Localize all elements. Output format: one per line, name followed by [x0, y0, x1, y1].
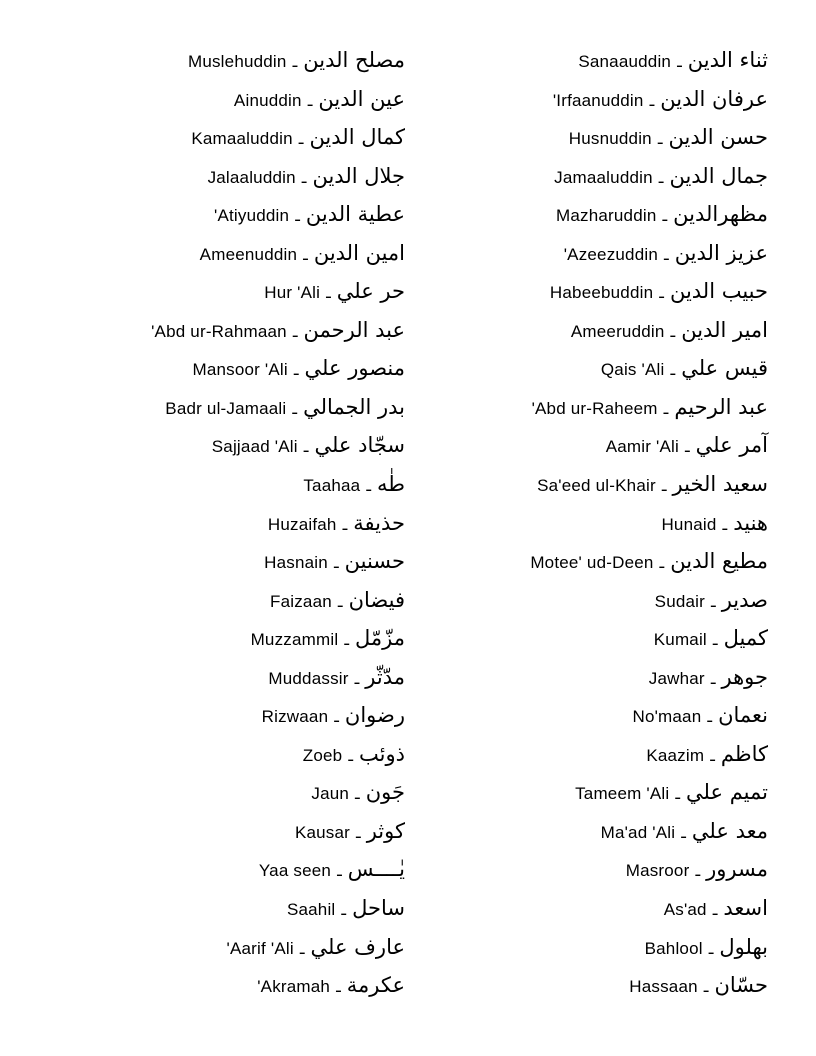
arabic-name: نعمان: [718, 703, 768, 728]
separator-dash: ـ: [301, 167, 307, 187]
english-name: 'Atiyuddin: [214, 206, 290, 226]
english-name: Saahil: [286, 900, 336, 920]
arabic-name: حسنين: [344, 549, 405, 574]
separator-dash: ـ: [711, 591, 716, 611]
english-name: 'Irfaanuddin: [552, 90, 644, 110]
name-row: [388, 195, 768, 234]
arabic-name: كاظم: [720, 741, 768, 766]
separator-dash: ـ: [659, 553, 665, 573]
separator-dash: ـ: [292, 321, 298, 341]
name-row: [388, 581, 768, 620]
separator-dash: ـ: [708, 938, 714, 958]
arabic-name: امين الدين: [313, 240, 405, 265]
names-column-left: [25, 41, 405, 1005]
separator-dash: ـ: [657, 129, 663, 149]
english-name: Muslehuddin: [187, 52, 287, 71]
separator-dash: ـ: [684, 437, 690, 457]
english-name: Huzaifah: [267, 514, 337, 534]
name-row: [25, 118, 405, 157]
arabic-name: كميل: [723, 626, 768, 651]
name-row: [388, 504, 768, 543]
separator-dash: ـ: [703, 977, 709, 997]
arabic-name: ساحل: [352, 896, 405, 921]
name-row: [25, 465, 405, 504]
name-row: [25, 41, 405, 80]
arabic-name: عارف علي: [310, 934, 405, 959]
separator-dash: ـ: [670, 360, 676, 380]
name-row: [388, 80, 768, 119]
arabic-name: حسّان: [714, 973, 768, 998]
name-row: [25, 696, 405, 735]
english-name: Muddassir: [268, 668, 349, 688]
name-row: [25, 850, 405, 889]
english-name: Motee' ud-Deen: [530, 553, 654, 573]
arabic-name: جَون: [365, 780, 405, 805]
arabic-name: بدر الجمالي: [303, 394, 405, 419]
name-row: [388, 272, 768, 311]
arabic-name: آمر علي: [695, 433, 768, 458]
name-row: [25, 504, 405, 543]
separator-dash: ـ: [348, 745, 354, 765]
name-row: [25, 658, 405, 697]
arabic-name: اسعد: [723, 896, 768, 921]
separator-dash: ـ: [303, 437, 309, 457]
name-row: [388, 928, 768, 967]
arabic-name: بهلول: [719, 934, 768, 959]
arabic-name: هنيد: [733, 510, 768, 535]
english-name: Kaazim: [646, 745, 705, 765]
arabic-name: حبيب الدين: [669, 279, 768, 304]
separator-dash: ـ: [292, 52, 298, 71]
name-row: [388, 157, 768, 196]
english-name: Tameem 'Ali: [575, 784, 670, 804]
arabic-name: معد علي: [691, 818, 768, 843]
arabic-name: سعيد الخير: [672, 472, 768, 497]
name-row: [25, 812, 405, 851]
name-row: [388, 966, 768, 1005]
separator-dash: ـ: [710, 745, 715, 765]
separator-dash: ـ: [661, 476, 667, 496]
arabic-name: حر علي: [336, 279, 405, 304]
english-name: Ainuddin: [233, 90, 302, 110]
separator-dash: ـ: [298, 129, 304, 149]
name-row: [25, 234, 405, 273]
name-row: [388, 889, 768, 928]
english-name: Hassaan: [629, 977, 698, 997]
english-name: Muzzammil: [250, 630, 339, 650]
separator-dash: ـ: [303, 244, 308, 264]
english-name: 'Aarif 'Ali: [226, 938, 294, 958]
separator-dash: ـ: [334, 707, 339, 727]
english-name: 'Akramah: [257, 977, 331, 997]
english-name: Badr ul-Jamaali: [165, 398, 287, 418]
name-row: [25, 388, 405, 427]
arabic-name: كمال الدين: [309, 125, 405, 150]
english-name: Hur 'Ali: [264, 283, 321, 303]
separator-dash: ـ: [722, 514, 728, 534]
name-row: [25, 311, 405, 350]
name-row: [388, 735, 768, 774]
arabic-name: تميم علي: [686, 780, 768, 805]
separator-dash: ـ: [649, 90, 655, 110]
english-name: Bahlool: [644, 938, 703, 958]
separator-dash: ـ: [366, 476, 372, 496]
english-name: Ameeruddin: [570, 321, 665, 341]
separator-dash: ـ: [707, 707, 713, 727]
arabic-name: ثناء الدين: [687, 48, 768, 72]
english-name: Zoeb: [302, 745, 343, 765]
english-name: Mazharuddin: [556, 206, 657, 226]
separator-dash: ـ: [336, 977, 341, 997]
arabic-name: عبد الرحمن: [303, 317, 405, 342]
name-row: [388, 773, 768, 812]
name-row: [388, 41, 768, 80]
name-row: [25, 581, 405, 620]
english-name: Qais 'Ali: [600, 360, 665, 380]
english-name: Ameenuddin: [199, 244, 298, 264]
name-row: [25, 426, 405, 465]
name-row: [25, 80, 405, 119]
arabic-name: قيس علي: [681, 356, 768, 381]
separator-dash: ـ: [658, 167, 664, 187]
arabic-name: يٰــــس: [347, 857, 405, 882]
separator-dash: ـ: [354, 668, 360, 688]
english-name: As'ad: [663, 900, 707, 920]
arabic-name: عكرمة: [346, 973, 405, 998]
english-name: Ma'ad 'Ali: [600, 822, 676, 842]
separator-dash: ـ: [326, 283, 331, 303]
english-name: Jawhar: [648, 668, 705, 688]
name-row: [25, 272, 405, 311]
arabic-name: صدير: [721, 587, 768, 612]
separator-dash: ـ: [344, 630, 349, 650]
separator-dash: ـ: [677, 52, 682, 71]
separator-dash: ـ: [664, 244, 669, 264]
name-row: [25, 619, 405, 658]
arabic-name: كوثر: [366, 818, 405, 843]
english-name: Kausar: [294, 822, 351, 842]
name-row: [25, 195, 405, 234]
separator-dash: ـ: [299, 938, 305, 958]
arabic-name: مدّثّر: [365, 664, 405, 689]
english-name: Mansoor 'Ali: [192, 360, 288, 380]
arabic-name: مصلح الدين: [303, 48, 405, 72]
name-row: [388, 812, 768, 851]
arabic-name: جمال الدين: [669, 163, 768, 188]
name-row: [388, 118, 768, 157]
english-name: Masroor: [625, 861, 690, 881]
arabic-name: مسرور: [706, 857, 768, 882]
english-name: 'Abd ur-Rahmaan: [151, 321, 287, 341]
english-name: Jalaaluddin: [207, 167, 296, 187]
english-name: Faizaan: [270, 591, 332, 611]
english-name: Taahaa: [303, 476, 361, 496]
english-name: Husnuddin: [568, 129, 652, 149]
english-name: Habeebuddin: [549, 283, 654, 303]
arabic-name: مظهرالدين: [673, 202, 768, 227]
separator-dash: ـ: [292, 398, 298, 418]
english-name: Kumail: [653, 630, 707, 650]
arabic-name: حسن الدين: [668, 125, 768, 150]
english-name: Yaa seen: [258, 861, 332, 881]
english-name: 'Abd ur-Raheem: [531, 398, 658, 418]
separator-dash: ـ: [712, 630, 718, 650]
separator-dash: ـ: [681, 822, 686, 842]
english-name: Hasnain: [264, 553, 328, 573]
separator-dash: ـ: [662, 206, 668, 226]
english-name: Sudair: [654, 591, 706, 611]
name-row: [388, 465, 768, 504]
english-name: Rizwaan: [261, 707, 329, 727]
name-row: [388, 619, 768, 658]
name-row: [388, 234, 768, 273]
arabic-name: عبد الرحيم: [674, 394, 768, 419]
names-column-right: [388, 41, 768, 1005]
separator-dash: ـ: [307, 90, 313, 110]
name-row: [388, 388, 768, 427]
separator-dash: ـ: [333, 553, 339, 573]
separator-dash: ـ: [695, 861, 701, 881]
separator-dash: ـ: [710, 668, 716, 688]
arabic-name: ذوئب: [359, 741, 405, 766]
separator-dash: ـ: [341, 900, 347, 920]
english-name: Sa'eed ul-Khair: [537, 476, 656, 496]
arabic-name: عطية الدين: [305, 202, 405, 227]
arabic-name: عزيز الدين: [674, 240, 768, 265]
english-name: Jamaaluddin: [554, 167, 653, 187]
name-row: [25, 773, 405, 812]
name-row: [388, 311, 768, 350]
separator-dash: ـ: [293, 360, 299, 380]
separator-dash: ـ: [337, 861, 342, 881]
arabic-name: حذيفة: [353, 510, 405, 535]
name-row: [388, 542, 768, 581]
name-row: [25, 542, 405, 581]
english-name: 'Azeezuddin: [563, 244, 658, 264]
english-name: Sajjaad 'Ali: [211, 437, 298, 457]
english-name: Sanaauddin: [578, 52, 672, 71]
separator-dash: ـ: [356, 822, 361, 842]
arabic-name: عين الدين: [318, 86, 405, 111]
separator-dash: ـ: [675, 784, 681, 804]
name-row: [25, 157, 405, 196]
name-row: [25, 349, 405, 388]
separator-dash: ـ: [295, 206, 300, 226]
english-name: Aamir 'Ali: [605, 437, 679, 457]
name-row: [388, 696, 768, 735]
name-row: [388, 349, 768, 388]
arabic-name: مزّمّل: [355, 626, 405, 651]
arabic-name: عرفان الدين: [660, 86, 768, 111]
separator-dash: ـ: [659, 283, 664, 303]
separator-dash: ـ: [712, 900, 718, 920]
english-name: Kamaaluddin: [191, 129, 293, 149]
separator-dash: ـ: [342, 514, 348, 534]
arabic-name: سجّاد علي: [314, 433, 405, 458]
name-row: [388, 850, 768, 889]
separator-dash: ـ: [355, 784, 360, 804]
separator-dash: ـ: [670, 321, 676, 341]
name-row: [388, 658, 768, 697]
arabic-name: طٰه: [377, 472, 405, 497]
name-row: [25, 735, 405, 774]
arabic-name: جلال الدين: [312, 163, 405, 188]
arabic-name: امير الدين: [681, 317, 768, 342]
name-row: [25, 889, 405, 928]
name-row: [25, 928, 405, 967]
arabic-name: فيضان: [348, 587, 405, 612]
english-name: No'maan: [632, 707, 702, 727]
name-row: [388, 426, 768, 465]
arabic-name: جوهر: [721, 664, 768, 689]
name-row: [25, 966, 405, 1005]
english-name: Jaun: [311, 784, 350, 804]
english-name: Hunaid: [661, 514, 717, 534]
separator-dash: ـ: [663, 398, 669, 418]
arabic-name: مطيع الدين: [670, 549, 768, 574]
arabic-name: منصور علي: [304, 356, 405, 381]
arabic-name: رضوان: [344, 703, 405, 728]
separator-dash: ـ: [337, 591, 343, 611]
